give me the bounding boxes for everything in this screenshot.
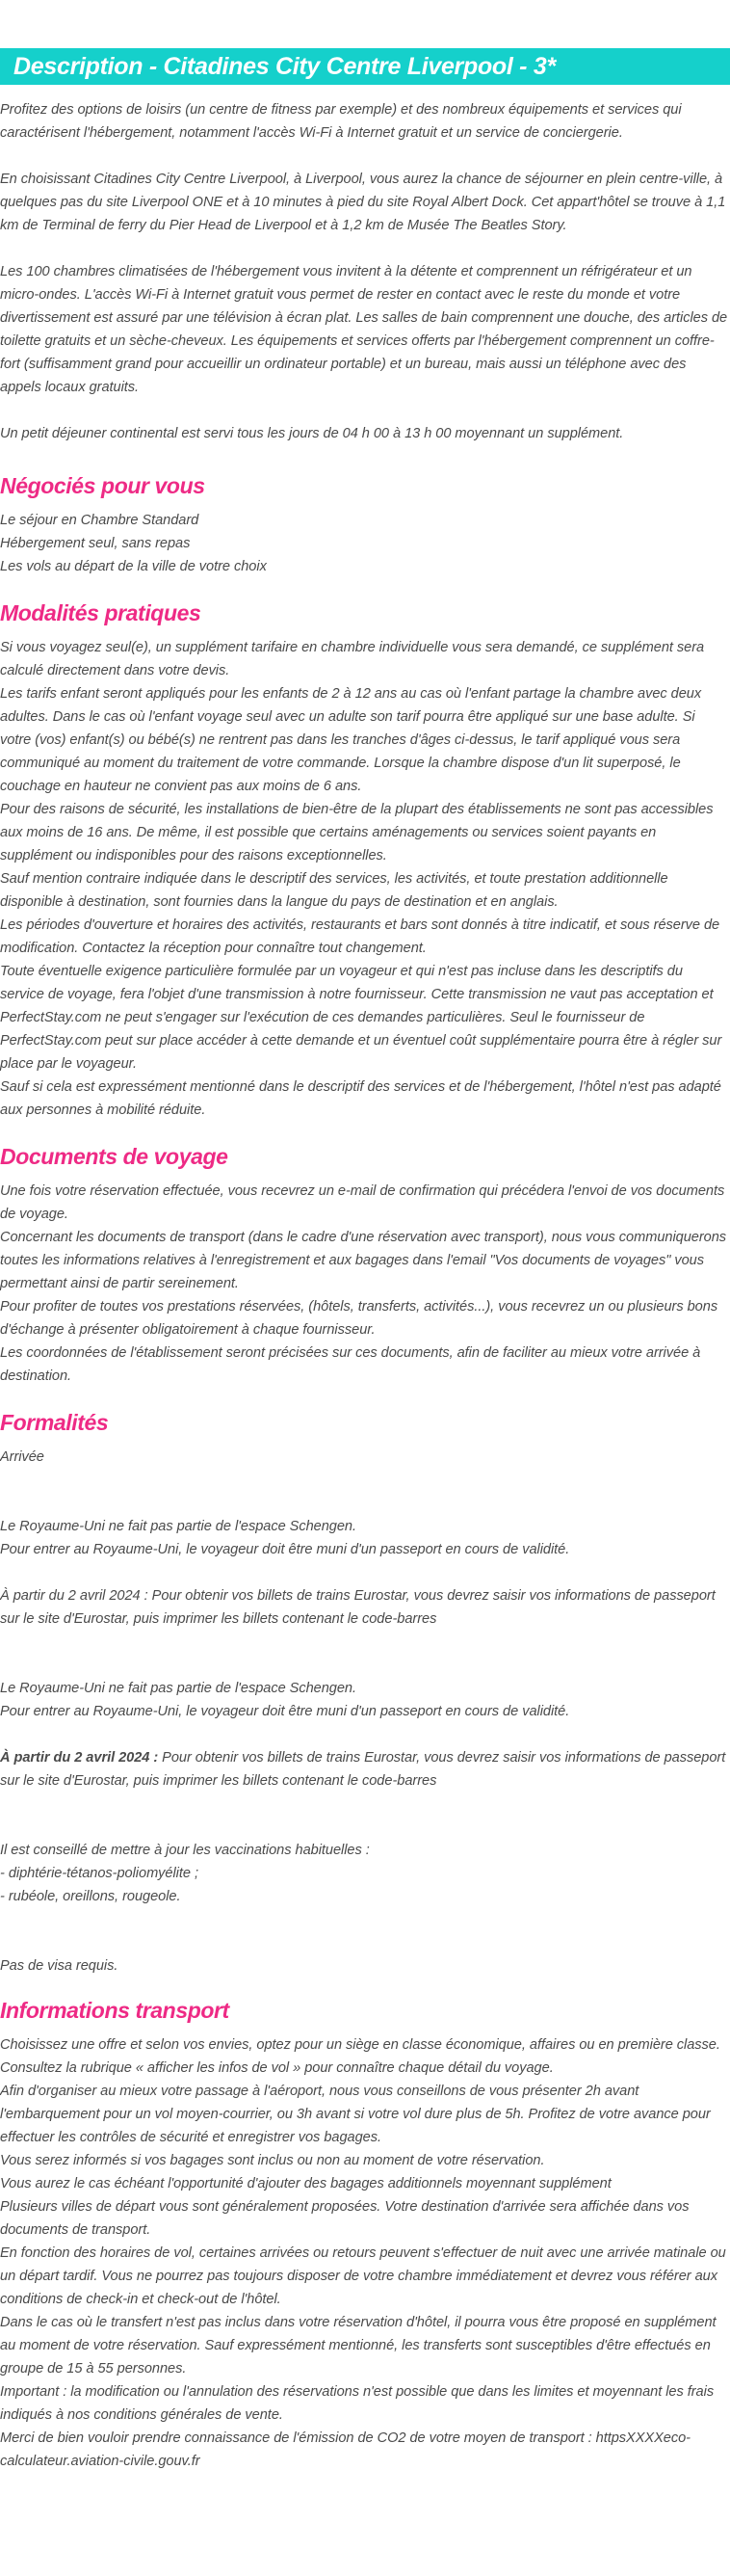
- formalites-schengen-1: Le Royaume-Uni ne fait pas partie de l'espace Schengen.: [0, 1519, 356, 1534]
- formalites-eurostar-1: À partir du 2 avril 2024 : Pour obtenir vos billets de trains Eurostar, vous devrez saisir vos informations de passeport sur le site d'Eurostar, puis imprimer les billets contenant le code-barres: [0, 1588, 716, 1627]
- documents-line: Pour profiter de toutes vos prestations réservées, (hôtels, transferts, activités...), vous recevrez un ou plusieurs bons d'échange à présenter obligatoirement à chaque fournisseur.: [0, 1299, 718, 1338]
- transport-text: [0, 2033, 730, 2473]
- section-title-modalites: Modalités pratiques: [0, 600, 201, 625]
- documents-line: Concernant les documents de transport (dans le cadre d'une réservation avec transport), nous vous communiquerons toutes les informations relatives à l'enregistrement et aux bagages dans l'email "Vos documents de voyages" vous permettant ainsi de partir sereinement.: [0, 1230, 727, 1291]
- description-paragraph-4: Un petit déjeuner continental est servi tous les jours de 04 h 00 à 13 h 00 moyennant un supplément.: [0, 426, 624, 441]
- section-title-transport: Informations transport: [0, 1998, 229, 2023]
- formalites-vaccination-item: - rubéole, oreillons, rougeole.: [0, 1889, 181, 1904]
- modalites-line: Les tarifs enfant seront appliqués pour les enfants de 2 à 12 ans au cas où l'enfant partage la chambre avec deux adultes. Dans le cas où l'enfant voyage seul avec un adulte son tarif pourra être appliqué sur une base adulte. Si votre (vos) enfant(s) ou bébé(s) ne rentrent pas dans les tranches d'âges ci-dessus, le tarif appliqué vous sera communiqué au moment du traitement de votre commande. Lorsque la chambre dispose d'un lit superposé, le couchage en hauteur ne convient pas aux moins de 6 ans.: [0, 686, 702, 794]
- modalites-line: Toute éventuelle exigence particulière formulée par un voyageur et qui n'est pas incluse dans les descriptifs du service de voyage, fera l'objet d'une transmission à notre fournisseur. Cette transmission ne vaut pas acceptation et PerfectStay.com ne peut s'engager sur l'exécution de ces demandes particulières. Seul le fournisseur de PerfectStay.com peut sur place accéder à cette demande et un éventuel coût supplémentaire pourra être à régler sur place par le voyageur.: [0, 964, 722, 1072]
- documents-line: Une fois votre réservation effectuée, vous recevrez un e-mail de confirmation qui précédera l'envoi de vos documents de voyage.: [0, 1183, 725, 1222]
- section-title-formalites: Formalités: [0, 1410, 109, 1435]
- modalites-line: Pour des raisons de sécurité, les installations de bien-être de la plupart des établissements ne sont pas accessibles aux moins de 16 ans. De même, il est possible que certains aménagements ou services soient payants en supplément ou indisponibles pour des raisons exceptionnelles.: [0, 802, 714, 863]
- transport-line: Choisissez une offre et selon vos envies, optez pour un siège en classe économique, affaires ou en première classe. Consultez la rubrique « afficher les infos de vol » pour connaître chaque détail du voyage.: [0, 2037, 720, 2076]
- formalites-passport-2: Pour entrer au Royaume-Uni, le voyageur doit être muni d'un passeport en cours de validité.: [0, 1704, 570, 1719]
- formalites-vaccination-item: - diphtérie-tétanos-poliomyélite ;: [0, 1866, 198, 1881]
- transport-line: Plusieurs villes de départ vous sont généralement proposées. Votre destination d'arrivée sera affichée dans vos documents de transport.: [0, 2199, 690, 2238]
- page: [0, 48, 730, 2473]
- modalites-line: Sauf si cela est expressément mentionné dans le descriptif des services et de l'hébergement, l'hôtel n'est pas adapté aux personnes à mobilité réduite.: [0, 1079, 721, 1118]
- description-header: Description - Citadines City Centre Liverpool - 3*: [0, 48, 730, 85]
- transport-line: Important : la modification ou l'annulation des réservations n'est possible que dans les limites et moyennant les frais indiqués à nos conditions générales de vente.: [0, 2384, 715, 2423]
- documents-line: Les coordonnées de l'établissement seront précisées sur ces documents, afin de faciliter au mieux votre arrivée à destination.: [0, 1345, 701, 1384]
- formalites-vaccinations-intro: Il est conseillé de mettre à jour les vaccinations habituelles :: [0, 1843, 370, 1858]
- modalites-line: Sauf mention contraire indiquée dans le descriptif des services, les activités, et toute prestation additionnelle disponible à destination, sont fournies dans la langue du pays de destination et en anglais.: [0, 871, 668, 910]
- formalites-schengen-2: Le Royaume-Uni ne fait pas partie de l'espace Schengen.: [0, 1681, 356, 1696]
- section-title-documents: Documents de voyage: [0, 1144, 228, 1169]
- transport-line: Afin d'organiser au mieux votre passage à l'aéroport, nous vous conseillons de vous présenter 2h avant l'embarquement pour un vol moyen-courrier, ou 3h avant si votre vol dure plus de 5h. Profitez de votre avance pour effectuer les contrôles de sécurité et enregistrer vos bagages.: [0, 2084, 711, 2145]
- formalites-passport-1: Pour entrer au Royaume-Uni, le voyageur doit être muni d'un passeport en cours de validité.: [0, 1542, 570, 1557]
- transport-line: Vous serez informés si vos bagages sont inclus ou non au moment de votre réservation.: [0, 2153, 545, 2168]
- modalites-line: Si vous voyagez seul(e), un supplément tarifaire en chambre individuelle vous sera demandé, ce supplément sera calculé directement dans votre devis.: [0, 640, 705, 678]
- documents-text: [0, 1180, 730, 1388]
- formalites-eurostar-2: [0, 1746, 728, 1793]
- description-paragraph-1: Profitez des options de loisirs (un centre de fitness par exemple) et des nombreux équipements et services qui caractérisent l'hébergement, notamment l'accès Wi-Fi à Internet gratuit et un service de conciergerie.: [0, 102, 682, 141]
- negocies-item: Hébergement seul, sans repas: [0, 536, 191, 551]
- transport-line: Merci de bien vouloir prendre connaissance de l'émission de CO2 de votre moyen de transport : httpsXXXXeco-calculateur.aviation-civile.gouv.fr: [0, 2430, 691, 2469]
- modalites-line: Les périodes d'ouverture et horaires des activités, restaurants et bars sont donnés à titre indicatif, et sous réserve de modification. Contactez la réception pour connaître tout changement.: [0, 917, 720, 956]
- transport-line: Vous aurez le cas échéant l'opportunité d'ajouter des bagages additionnels moyennant supplément: [0, 2176, 612, 2191]
- modalites-text: [0, 636, 730, 1122]
- transport-line: En fonction des horaires de vol, certaines arrivées ou retours peuvent s'effectuer de nuit avec une arrivée matinale ou un départ tardif. Vous ne pourrez pas toujours disposer de votre chambre immédiatement et devrez vous référer aux conditions de check-in et check-out de l'hôtel.: [0, 2245, 726, 2307]
- section-title-negocies: Négociés pour vous: [0, 473, 205, 498]
- formalites-arrivee: Arrivée: [0, 1449, 44, 1465]
- negocies-item: Les vols au départ de la ville de votre choix: [0, 559, 267, 574]
- formalites-eurostar-2-text: Pour obtenir vos billets de trains Eurostar, vous devrez saisir vos informations de passeport sur le site d'Eurostar, puis imprimer les billets contenant le code-barres: [0, 1750, 726, 1789]
- negocies-item: Le séjour en Chambre Standard: [0, 513, 199, 528]
- description-paragraph-3: Les 100 chambres climatisées de l'hébergement vous invitent à la détente et comprennent un réfrigérateur et un micro-ondes. L'accès Wi-Fi à Internet gratuit vous permet de rester en contact avec le reste du monde et votre divertissement est assuré par une télévision à écran plat. Les salles de bain comprennent une douche, des articles de toilette gratuits et un sèche-cheveux. Les équipements et services offerts par l'hébergement comprennent un coffre-fort (suffisamment grand pour accueillir un ordinateur portable) et un bureau, mais aussi un téléphone avec des appels locaux gratuits.: [0, 264, 728, 395]
- formalites-visa: Pas de visa requis.: [0, 1958, 118, 1974]
- description-paragraph-2: En choisissant Citadines City Centre Liverpool, à Liverpool, vous aurez la chance de séjourner en plein centre-ville, à quelques pas du site Liverpool ONE et à 10 minutes à pied du site Royal Albert Dock. Cet appart'hôtel se trouve à 1,1 km de Terminal de ferry du Pier Head de Liverpool et à 1,2 km de Musée The Beatles Story.: [0, 172, 726, 233]
- transport-line: Dans le cas où le transfert n'est pas inclus dans votre réservation d'hôtel, il pourra vous être proposé en supplément au moment de votre réservation. Sauf expressément mentionné, les transferts sont susceptibles d'être effectués en groupe de 15 à 55 personnes.: [0, 2315, 717, 2377]
- formalites-eurostar-2-date: À partir du 2 avril 2024 :: [0, 1750, 159, 1766]
- negocies-list: [0, 509, 730, 578]
